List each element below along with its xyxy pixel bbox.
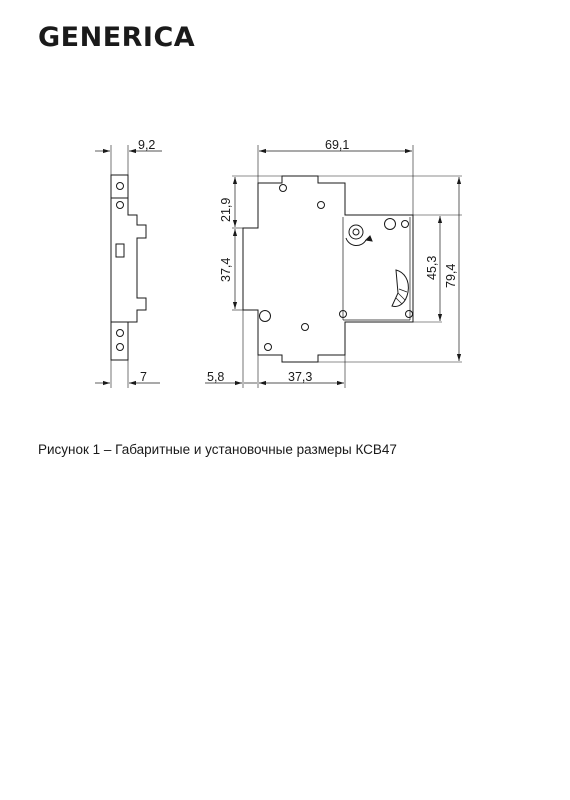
front-hole-9 [265, 344, 272, 351]
front-hole-8 [302, 324, 309, 331]
dim-label-middle-height: 37,4 [219, 257, 233, 282]
side-view [111, 145, 146, 388]
dim-label-body-height: 45,3 [425, 255, 439, 280]
front-hole-5 [260, 311, 271, 322]
side-screw-top-1 [117, 183, 124, 190]
front-lever [392, 270, 408, 306]
dim-label-base-width: 37,3 [288, 370, 313, 384]
side-indicator-window [116, 244, 124, 257]
dim-label-top-height: 21,9 [219, 197, 233, 222]
front-contact-knob [349, 225, 363, 239]
brand-logo: GENERICA [38, 22, 196, 53]
dim-label-offset-left: 5,8 [207, 370, 225, 384]
dim-label-side-bottom: 7 [140, 370, 147, 384]
front-hole-7 [406, 311, 413, 318]
dim-label-overall-height: 79,4 [444, 263, 458, 288]
side-screw-top-2 [117, 202, 124, 209]
front-hole-1 [280, 185, 287, 192]
front-hole-3 [385, 219, 396, 230]
side-screw-bottom-1 [117, 330, 124, 337]
side-screw-bottom-2 [117, 344, 124, 351]
front-hole-4 [402, 221, 409, 228]
dim-label-side-top: 9,2 [138, 138, 156, 152]
front-hole-2 [318, 202, 325, 209]
dim-label-overall-width: 69,1 [325, 138, 350, 152]
figure-caption: Рисунок 1 – Габаритные и установочные размеры КСВ47 [38, 442, 397, 457]
front-view-outline [243, 176, 413, 362]
